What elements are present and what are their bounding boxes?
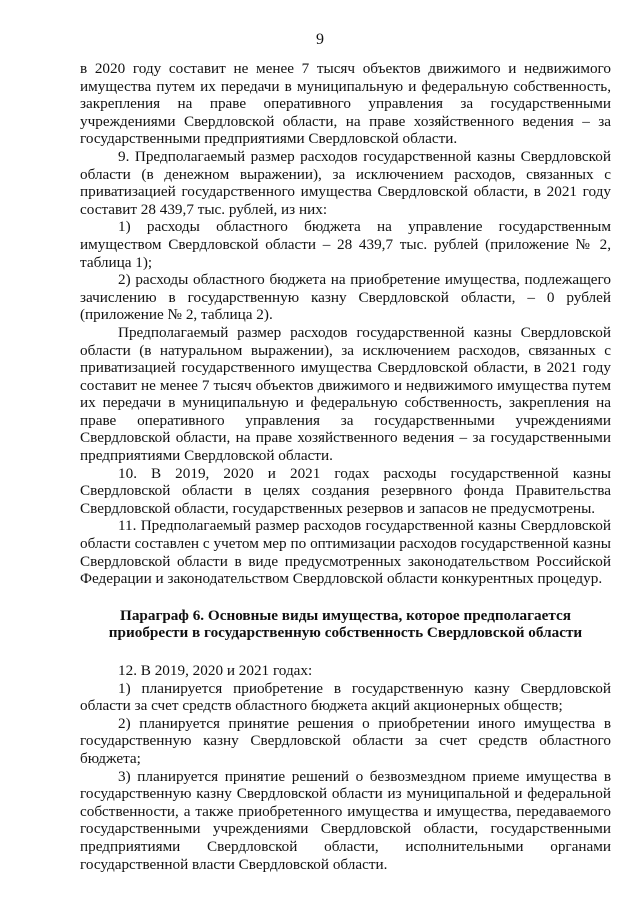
paragraph-subitem-1: 1) расходы областного бюджета на управление государственным имуществом Свердловской области – 28 439,7 тыс. рублей (приложение № 2, таблица 1); [80, 218, 611, 271]
paragraph-item-9: 9. Предполагаемый размер расходов государственной казны Свердловской области (в денежном выражении), за исключением расходов, связанных с приватизацией государственного имущества Свердловской области, в 2021 году составит 28 439,7 тыс. рублей, из них: [80, 147, 611, 218]
paragraph-subitem-3b: 3) планируется принятие решений о безвозмездном приеме имущества в государственную казну Свердловской области из муниципальной и федеральной собственности, а также приобретенного имущества и имущества, передаваемого государственными учреждениями Свердловской области, государственными предприятиями Свердловской области, исполнительными органами государственной власти Свердловской области. [80, 767, 611, 873]
document-body [80, 60, 611, 873]
paragraph-item-12: 12. В 2019, 2020 и 2021 годах: [118, 662, 313, 679]
section-heading: Параграф 6. Основные виды имущества, которое предполагается приобрести в государственную собственность Свердловской области [108, 606, 583, 642]
page-number: 9 [316, 31, 324, 48]
paragraph-natural-expenses: Предполагаемый размер расходов государственной казны Свердловской области (в натуральном выражении), за исключением расходов, связанных с приватизацией государственного имущества Свердловской области, в 2021 году составит не менее 7 тысяч объектов движимого и недвижимого имущества путем их передачи в муниципальную и федеральную собственность, закрепления на праве оперативного управления за государственными учреждениями Свердловской области, на праве хозяйственного ведения – за государственными предприятиями Свердловской области. [80, 323, 611, 465]
paragraph-continuation: в 2020 году составит не менее 7 тысяч объектов движимого и недвижимого имущества путем их передачи в муниципальную и федеральную собственность, закрепления на праве оперативного управления за государственными учреждениями Свердловской области, на праве хозяйственного ведения – за государственными предприятиями Свердловской области. [80, 60, 611, 148]
paragraph-subitem-1b: 1) планируется приобретение в государственную казну Свердловской области за счет средств областного бюджета акций акционерных обществ; [80, 679, 611, 715]
paragraph-subitem-2b: 2) планируется принятие решения о приобретении иного имущества в государственную казну Свердловской области за счет средств областного бюджета; [80, 714, 611, 767]
paragraph-subitem-2: 2) расходы областного бюджета на приобретение имущества, подлежащего зачислению в государственную казну Свердловской области, – 0 рублей (приложение № 2, таблица 2). [80, 271, 611, 324]
paragraph-item-10: 10. В 2019, 2020 и 2021 годах расходы государственной казны Свердловской области в целях создания резервного фонда Правительства Свердловской области, государственных резервов и запасов не предусмотрены. [80, 464, 611, 517]
paragraph-item-11: 11. Предполагаемый размер расходов государственной казны Свердловской области составлен с учетом мер по оптимизации расходов государственной казны Свердловской области в виде предусмотренных законодательством Российской Федерации и законодательством Свердловской области конкурентных процедур. [80, 517, 611, 588]
